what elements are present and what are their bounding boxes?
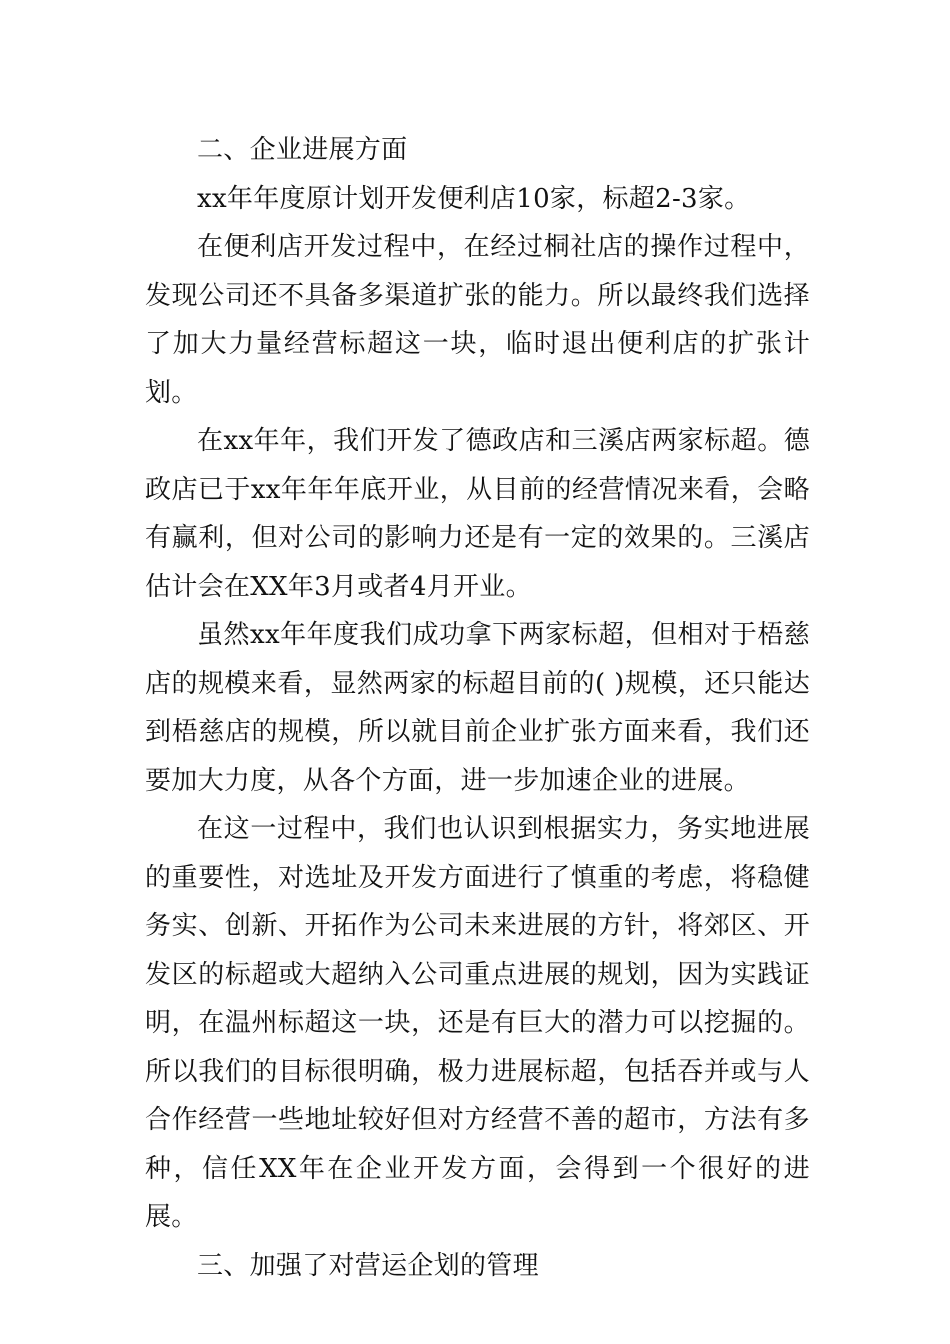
- document-body: [145, 126, 810, 1290]
- paragraph-scale: 虽然xx年年度我们成功拿下两家标超，但相对于梧慈店的规模来看，显然两家的标超目前的( )规模，还只能达到梧慈店的规模，所以就目前企业扩张方面来看，我们还要加大力度，从各个方面，进一步加速企业的进展。: [145, 620, 810, 796]
- section-heading-operations: 三、加强了对营运企划的管理: [197, 1250, 539, 1281]
- paragraph-new-stores: 在xx年年，我们开发了德政店和三溪店两家标超。德政店已于xx年年年底开业，从目前的经营情况来看，会略有赢利，但对公司的影响力还是有一定的效果的。三溪店估计会在XX年3月或者4月开业。: [145, 426, 810, 602]
- section-heading-enterprise-development: 二、企业进展方面: [197, 135, 408, 165]
- paragraph-strategy: 在这一过程中，我们也认识到根据实力，务实地进展的重要性，对选址及开发方面进行了慎重的考虑，将稳健务实、创新、开拓作为公司未来进展的方针，将郊区、开发区的标超或大超纳入公司重点进展的规划，因为实践证明，在温州标超这一块，还是有巨大的潜力可以挖掘的。所以我们的目标很明确，极力进展标超，包括吞并或与人合作经营一些地址较好但对方经营不善的超市，方法有多种，信任XX年在企业开发方面，会得到一个很好的进展。: [145, 814, 810, 1232]
- paragraph-convenience-store: 在便利店开发过程中，在经过桐社店的操作过程中，发现公司还不具备多渠道扩张的能力。所以最终我们选择了加大力量经营标超这一块，临时退出便利店的扩张计划。: [145, 232, 810, 408]
- paragraph-plan: xx年年度原计划开发便利店10家，标超2-3家。: [197, 183, 751, 214]
